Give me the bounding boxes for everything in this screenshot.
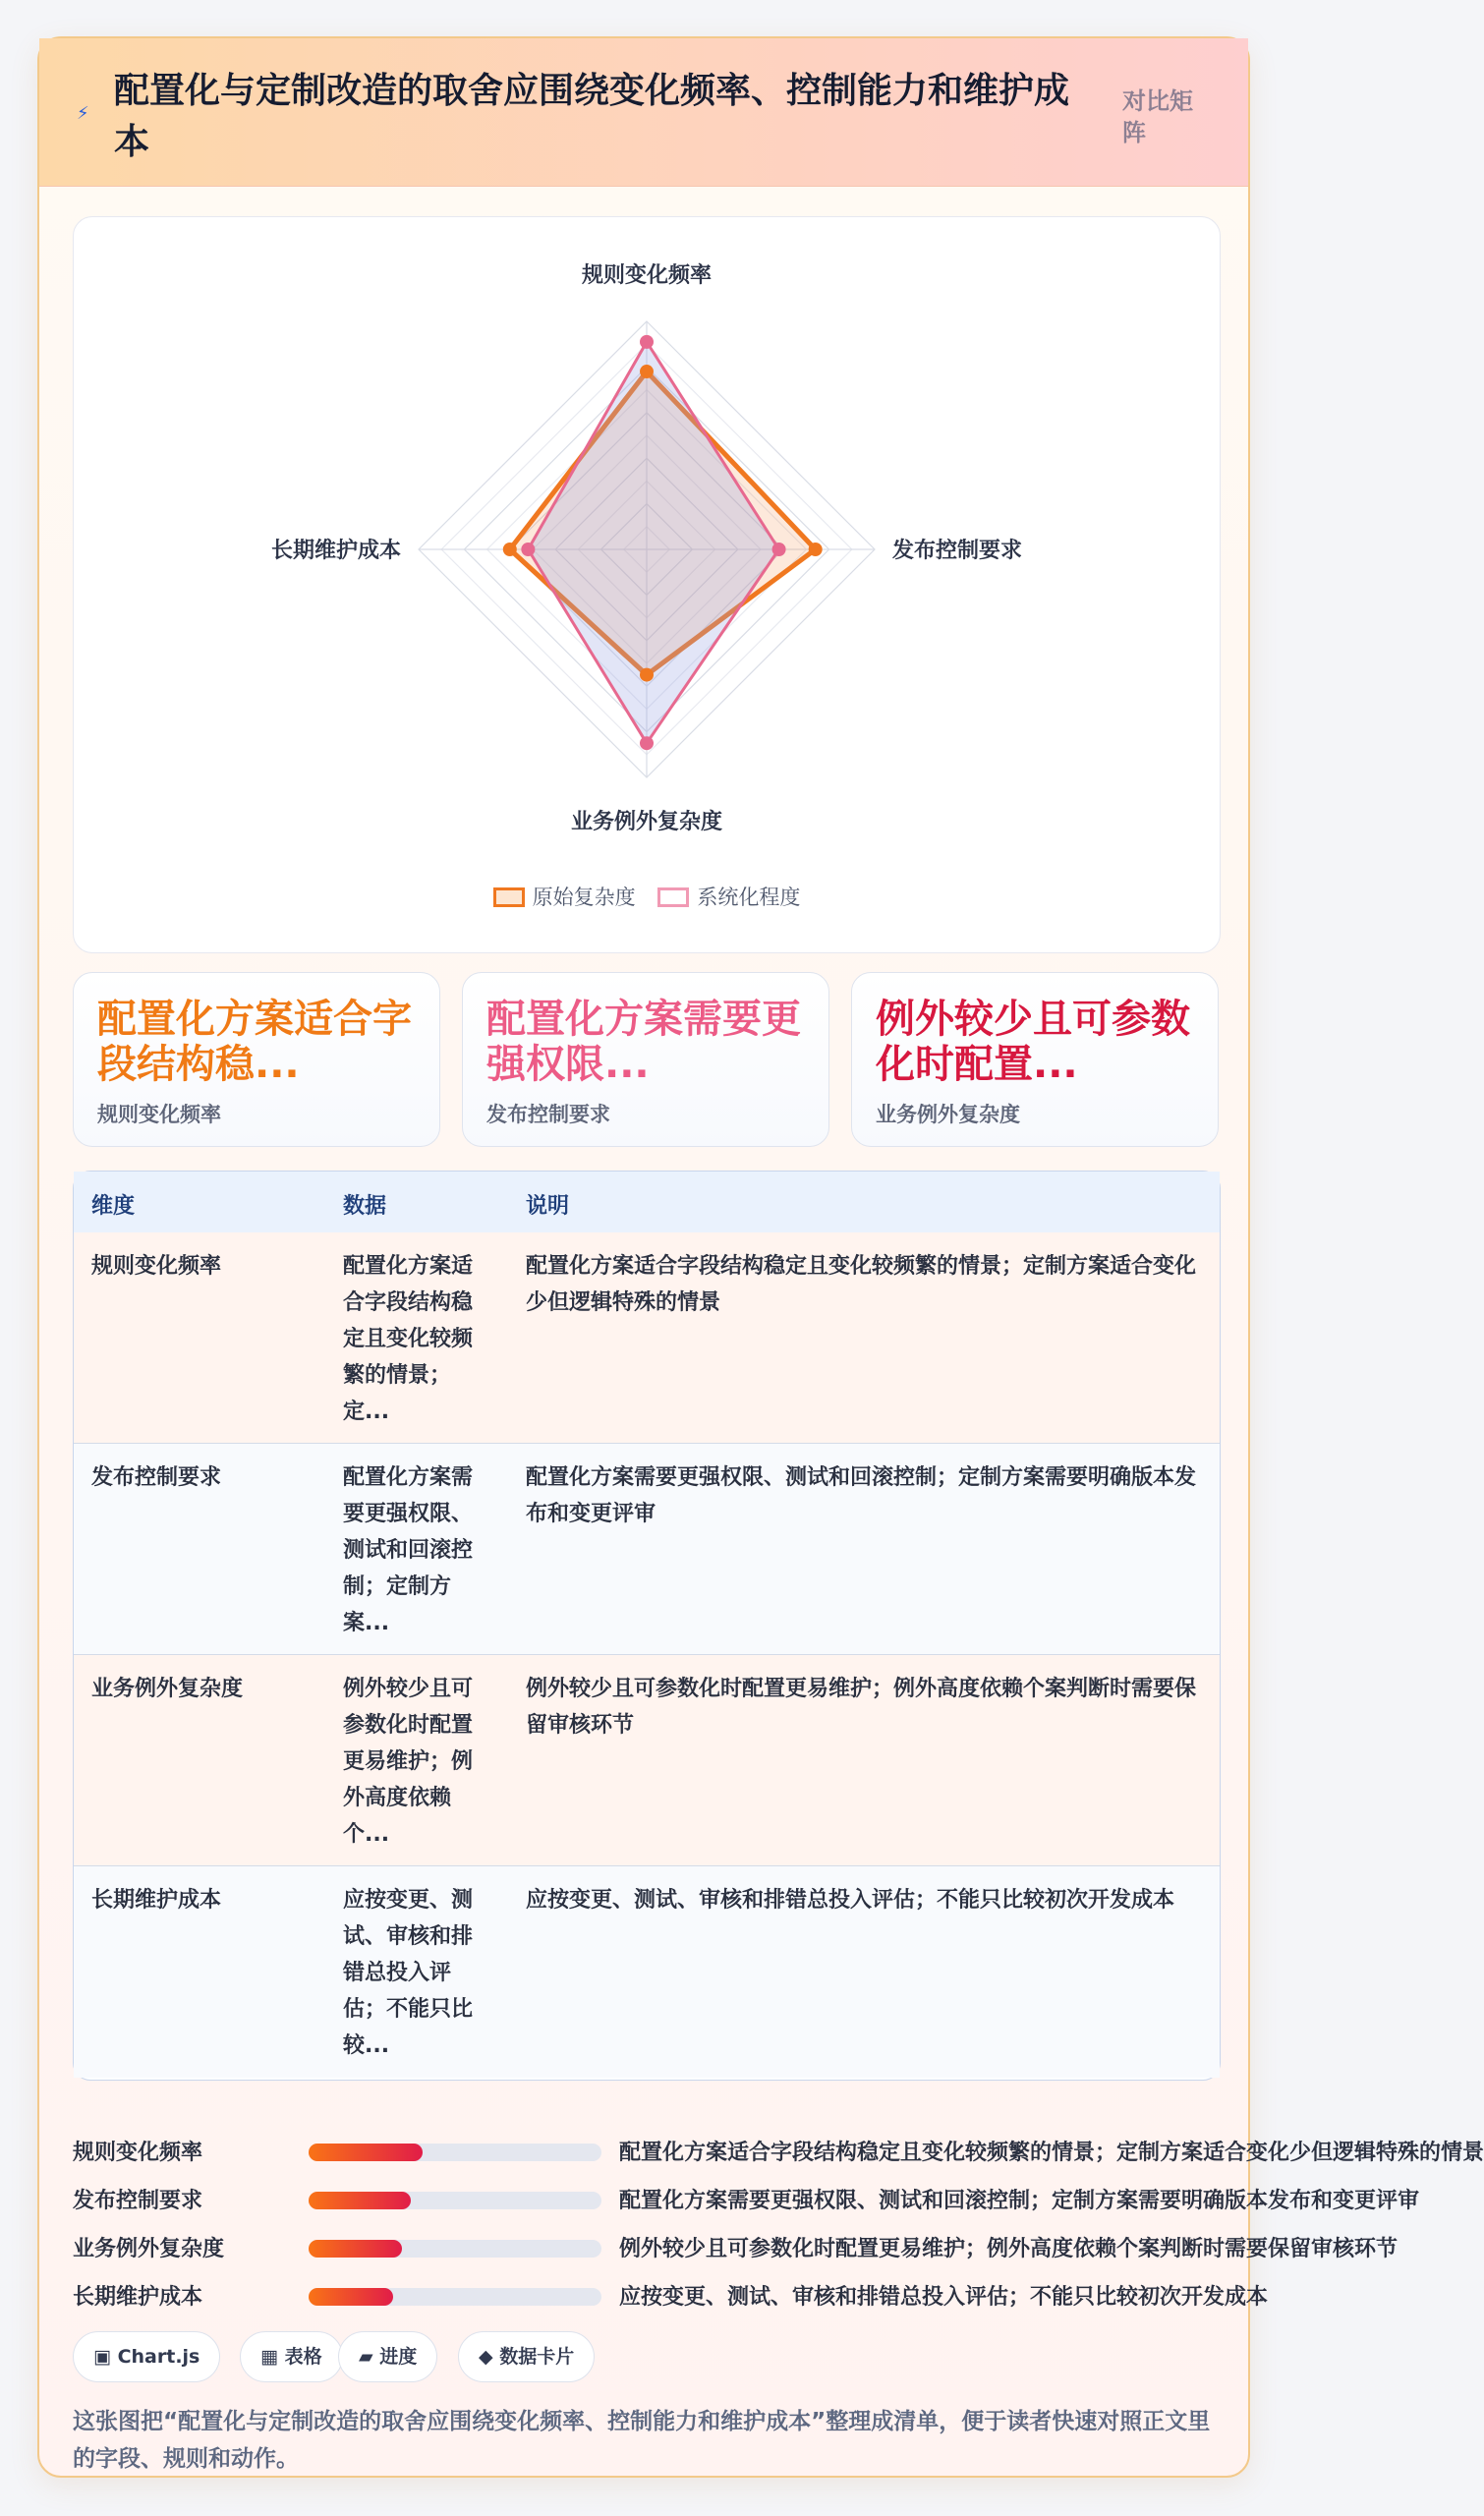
kpi-value: 配置化方案适合字段结构稳...	[97, 997, 412, 1087]
legend-item-0[interactable]	[493, 882, 636, 911]
column-header-dimension: 维度	[91, 1194, 136, 1219]
data-point	[521, 543, 535, 556]
legend-swatch-0	[493, 887, 525, 907]
axis-label: 业务例外复杂度	[570, 810, 723, 834]
cell-data: 配置化方案需要更强权限、测试和回滚控制；定制方案...	[343, 1465, 474, 1635]
data-point	[809, 543, 823, 556]
table-row	[74, 1655, 1220, 1866]
table-row	[74, 1866, 1220, 2078]
kpi-card	[73, 972, 440, 1147]
cell-dimension: 规则变化频率	[91, 1254, 222, 1279]
data-point	[640, 335, 654, 349]
legend-label-0: 原始复杂度	[532, 886, 636, 909]
radar-chart	[74, 217, 1220, 866]
table-header	[74, 1172, 1220, 1233]
progress-track	[309, 2144, 601, 2161]
tag-data-card[interactable]	[458, 2331, 595, 2382]
tag-table[interactable]	[240, 2331, 343, 2382]
column-header-data: 数据	[343, 1194, 387, 1219]
progress-note: 配置化方案适合字段结构稳定且变化较频繁的情景；定制方案适合变化少但逻辑特殊的情景	[619, 2141, 1484, 2165]
data-point	[640, 365, 654, 378]
axis-label: 发布控制要求	[892, 539, 1023, 563]
card-icon: ◆	[479, 2346, 500, 2368]
progress-fill	[309, 2192, 411, 2209]
progress-row	[73, 2180, 1420, 2219]
data-table	[73, 1171, 1221, 2081]
cell-description: 配置化方案适合字段结构稳定且变化较频繁的情景；定制方案适合变化少但逻辑特殊的情景	[526, 1254, 1197, 1315]
progress-note: 例外较少且可参数化时配置更易维护；例外高度依赖个案判断时需要保留审核环节	[619, 2237, 1398, 2261]
chart-icon: ▣	[93, 2346, 118, 2368]
cell-dimension: 长期维护成本	[91, 1888, 222, 1913]
kpi-value: 配置化方案需要更强权限...	[486, 997, 801, 1087]
legend-swatch-1	[657, 887, 689, 907]
progress-row	[73, 2276, 1269, 2316]
progress-note: 应按变更、测试、审核和排错总投入评估；不能只比较初次开发成本	[619, 2285, 1269, 2310]
table-icon: ▦	[260, 2346, 285, 2368]
axis-label: 长期维护成本	[270, 539, 401, 563]
progress-note: 配置化方案需要更强权限、测试和回滚控制；定制方案需要明确版本发布和变更评审	[619, 2189, 1420, 2213]
tag-label: 进度	[379, 2346, 418, 2368]
progress-track	[309, 2192, 601, 2209]
kpi-card	[851, 972, 1219, 1147]
table-row	[74, 1444, 1220, 1655]
footnote: 这张图把“配置化与定制改造的取舍应围绕变化频率、控制能力和维护成本”整理成清单，便于读者快速对照正文里的字段、规则和动作。	[73, 2409, 1211, 2472]
tag-label: 表格	[284, 2346, 322, 2368]
bolt-icon: ⚡	[77, 103, 89, 124]
legend-item-1[interactable]	[657, 882, 800, 911]
progress-row	[73, 2132, 1484, 2171]
cell-description: 应按变更、测试、审核和排错总投入评估；不能只比较初次开发成本	[526, 1888, 1175, 1913]
cell-data: 例外较少且可参数化时配置更易维护；例外高度依赖个...	[343, 1677, 474, 1847]
chart-legend	[74, 882, 1220, 911]
cell-description: 例外较少且可参数化时配置更易维护；例外高度依赖个案判断时需要保留审核环节	[526, 1677, 1197, 1738]
progress-label: 长期维护成本	[73, 2285, 203, 2310]
tag-progress[interactable]	[338, 2331, 437, 2382]
axis-label: 规则变化频率	[581, 263, 713, 288]
progress-label: 业务例外复杂度	[73, 2237, 225, 2261]
kpi-label: 业务例外复杂度	[876, 1103, 1020, 1126]
kpi-label: 规则变化频率	[97, 1103, 221, 1126]
radar-chart-panel	[73, 216, 1221, 953]
progress-track	[309, 2288, 601, 2306]
progress-row	[73, 2228, 1398, 2267]
progress-track	[309, 2240, 601, 2258]
progress-icon: ▰	[359, 2346, 380, 2368]
header-badge: 对比矩阵	[1122, 87, 1193, 146]
data-point	[640, 668, 654, 682]
page-title: 配置化与定制改造的取舍应围绕变化频率、控制能力和维护成本	[114, 71, 1070, 162]
data-point	[772, 543, 786, 556]
data-point	[640, 736, 654, 750]
cell-description: 配置化方案需要更强权限、测试和回滚控制；定制方案需要明确版本发布和变更评审	[526, 1465, 1197, 1526]
cell-dimension: 发布控制要求	[91, 1465, 222, 1490]
tag-label: Chart.js	[117, 2346, 200, 2368]
progress-fill	[309, 2240, 402, 2258]
progress-fill	[309, 2288, 393, 2306]
column-header-description: 说明	[526, 1194, 570, 1219]
tag-chartjs[interactable]	[73, 2331, 220, 2382]
kpi-card	[462, 972, 829, 1147]
cell-dimension: 业务例外复杂度	[91, 1677, 244, 1701]
header	[39, 38, 1248, 187]
progress-fill	[309, 2144, 423, 2161]
progress-label: 发布控制要求	[73, 2189, 203, 2213]
table-row	[74, 1232, 1220, 1444]
legend-label-1: 系统化程度	[697, 886, 801, 909]
data-point	[503, 543, 517, 556]
kpi-label: 发布控制要求	[486, 1103, 610, 1126]
cell-data: 应按变更、测试、审核和排错总投入评估；不能只比较...	[343, 1888, 474, 2058]
tag-label: 数据卡片	[499, 2346, 575, 2368]
kpi-value: 例外较少且可参数化时配置...	[876, 997, 1190, 1087]
progress-label: 规则变化频率	[73, 2141, 203, 2165]
cell-data: 配置化方案适合字段结构稳定且变化较频繁的情景；定...	[343, 1254, 474, 1424]
main-card	[37, 36, 1484, 2478]
kpi-cards	[73, 972, 1219, 1149]
